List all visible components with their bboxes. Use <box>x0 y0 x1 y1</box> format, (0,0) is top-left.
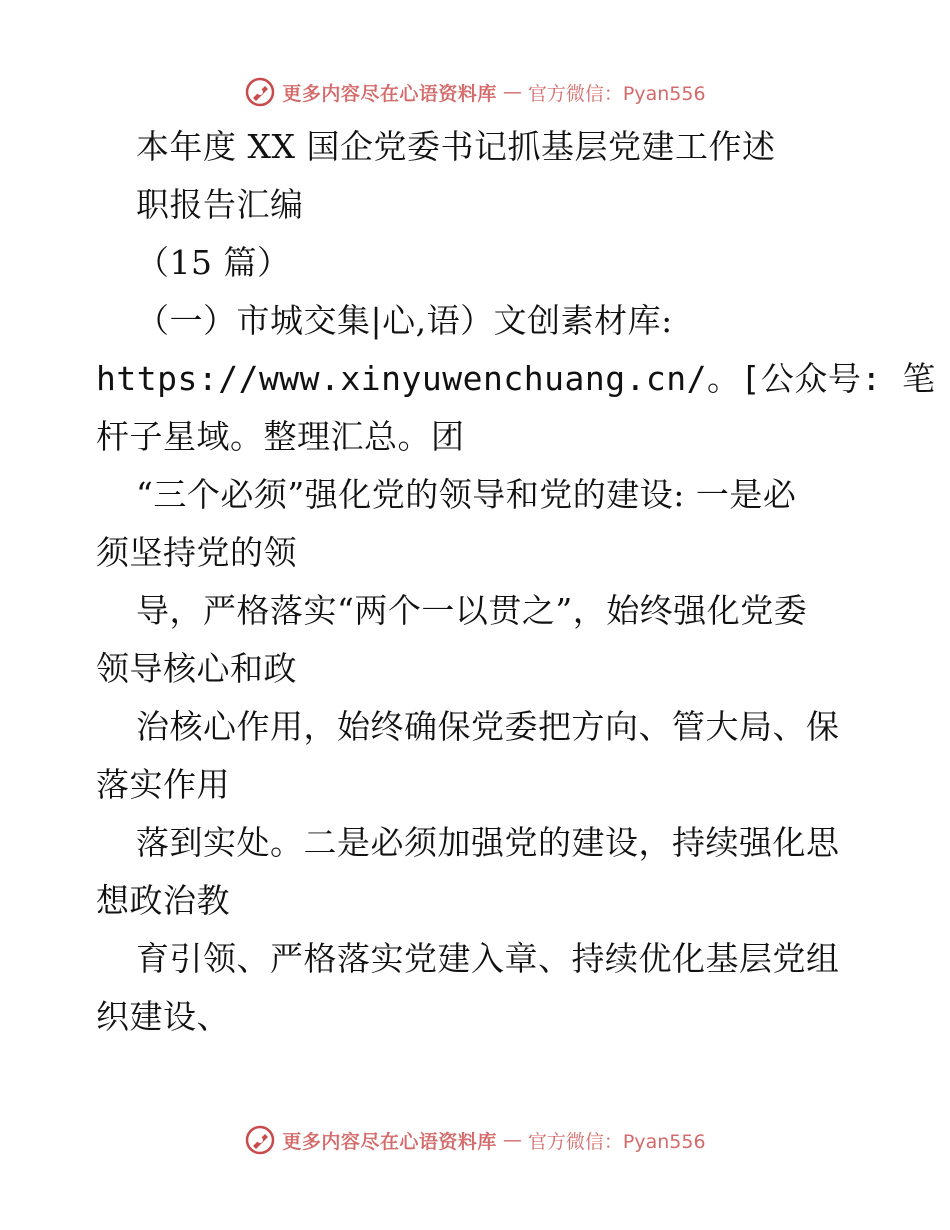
paragraph-line: 想政治教 <box>96 881 230 920</box>
paragraph-line: https://www.xinyuwenchuang.cn/。[公众号: 笔 <box>96 359 936 398</box>
document-body <box>96 118 936 1046</box>
circle-pen-logo-icon <box>244 76 276 108</box>
paragraph-line: 落实作用 <box>96 765 230 804</box>
document-title-line-2: 职报告汇编 <box>136 185 304 224</box>
paragraph-line: 导，严格落实“两个一以贯之”，始终强化党委 <box>136 591 808 630</box>
paragraph-line: “三个必须”强化党的领导和党的建设: 一是必 <box>136 475 797 514</box>
footer-watermark <box>0 1120 950 1160</box>
paragraph-line: 领导核心和政 <box>96 649 297 688</box>
watermark-dash: — <box>502 81 522 103</box>
header-watermark <box>0 72 950 112</box>
watermark-wechat-text: 官方微信：Pyan556 <box>527 1130 706 1153</box>
document-count: （15 篇） <box>136 243 291 282</box>
watermark-promo-text: 更多内容尽在心语资料库 <box>282 82 497 105</box>
paragraph-line: 育引领、严格落实党建入章、持续优化基层党组 <box>136 939 840 978</box>
paragraph-line: 杆子星域。整理汇总。团 <box>96 417 465 456</box>
document-title-line-1: 本年度 XX 国企党委书记抓基层党建工作述 <box>136 127 776 166</box>
paragraph-line: （一）市城交集|心,语）文创素材库: <box>136 301 673 340</box>
watermark-dash: — <box>502 1129 522 1151</box>
paragraph-line: 治核心作用，始终确保党委把方向、管大局、保 <box>136 707 840 746</box>
watermark-wechat-text: 官方微信：Pyan556 <box>527 82 706 105</box>
circle-pen-logo-icon <box>244 1124 276 1156</box>
paragraph-line: 织建设、 <box>96 997 230 1036</box>
watermark-promo-text: 更多内容尽在心语资料库 <box>282 1130 497 1153</box>
paragraph-line: 落到实处。二是必须加强党的建设，持续强化思 <box>136 823 840 862</box>
paragraph-line: 须坚持党的领 <box>96 533 297 572</box>
